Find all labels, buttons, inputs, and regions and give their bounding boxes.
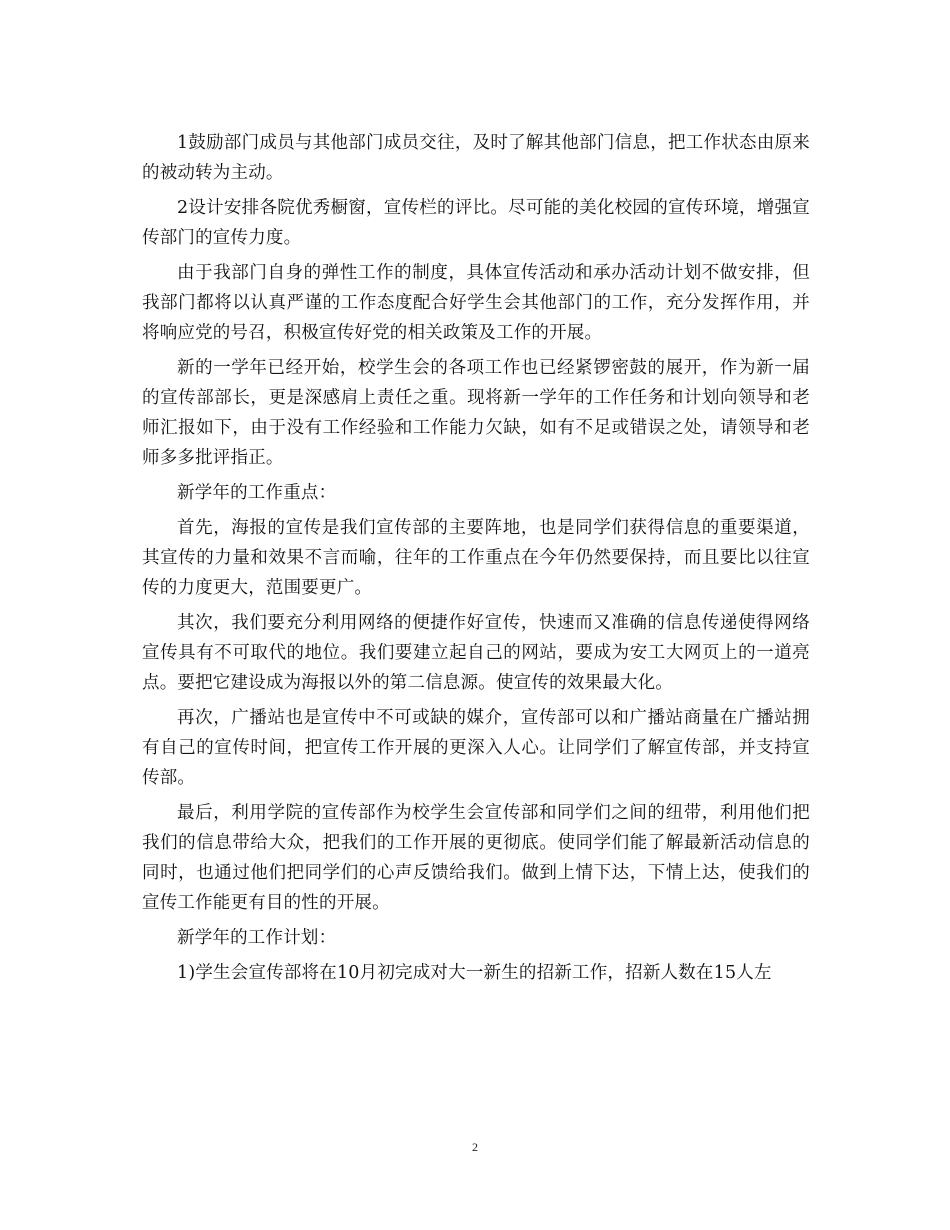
paragraph: 其次，我们要充分利用网络的便捷作好宣传，快速而又准确的信息传递使得网络宣传具有不可取代的地位。我们要建立起自己的网站，要成为安工大网页上的一道亮点。要把它建设成为海报以外的第二信息源。使宣传的效果最大化。 xyxy=(142,613,810,693)
paragraph: 由于我部门自身的弹性工作的制度，具体宣传活动和承办活动计划不做安排，但我部门都将以认真严谨的工作态度配合好学生会其他部门的工作，充分发挥作用，并将响应党的号召，积极宣传好党的相关政策及工作的开展。 xyxy=(142,263,810,343)
paragraph: 再次，广播站也是宣传中不可或缺的媒介，宣传部可以和广播站商量在广播站拥有自己的宣传时间，把宣传工作开展的更深入人心。让同学们了解宣传部，并支持宣传部。 xyxy=(142,708,810,788)
paragraph: 1鼓励部门成员与其他部门成员交往，及时了解其他部门信息，把工作状态由原来的被动转为主动。 xyxy=(142,133,810,183)
page-number: 2 xyxy=(472,1140,478,1154)
paragraph: 2设计安排各院优秀橱窗，宣传栏的评比。尽可能的美化校园的宣传环境，增强宣传部门的宣传力度。 xyxy=(142,198,810,248)
section-heading: 新学年的工作计划： xyxy=(177,928,337,948)
paragraph: 1)学生会宣传部将在10月初完成对大一新生的招新工作，招新人数在15人左 xyxy=(177,963,772,983)
document-body xyxy=(142,128,810,988)
paragraph: 新的一学年已经开始，校学生会的各项工作也已经紧锣密鼓的展开，作为新一届的宣传部部长，更是深感肩上责任之重。现将新一学年的工作任务和计划向领导和老师汇报如下，由于没有工作经验和工作能力欠缺，如有不足或错误之处，请领导和老师多多批评指正。 xyxy=(142,358,810,468)
paragraph: 最后，利用学院的宣传部作为校学生会宣传部和同学们之间的纽带，利用他们把我们的信息带给大众，把我们的工作开展的更彻底。使同学们能了解最新活动信息的同时，也通过他们把同学们的心声反馈给我们。做到上情下达，下情上达，使我们的宣传工作能更有目的性的开展。 xyxy=(142,803,810,913)
paragraph: 首先，海报的宣传是我们宣传部的主要阵地，也是同学们获得信息的重要渠道，其宣传的力量和效果不言而喻，往年的工作重点在今年仍然要保持，而且要比以往宣传的力度更大，范围要更广。 xyxy=(142,518,810,598)
section-heading: 新学年的工作重点： xyxy=(177,483,337,503)
